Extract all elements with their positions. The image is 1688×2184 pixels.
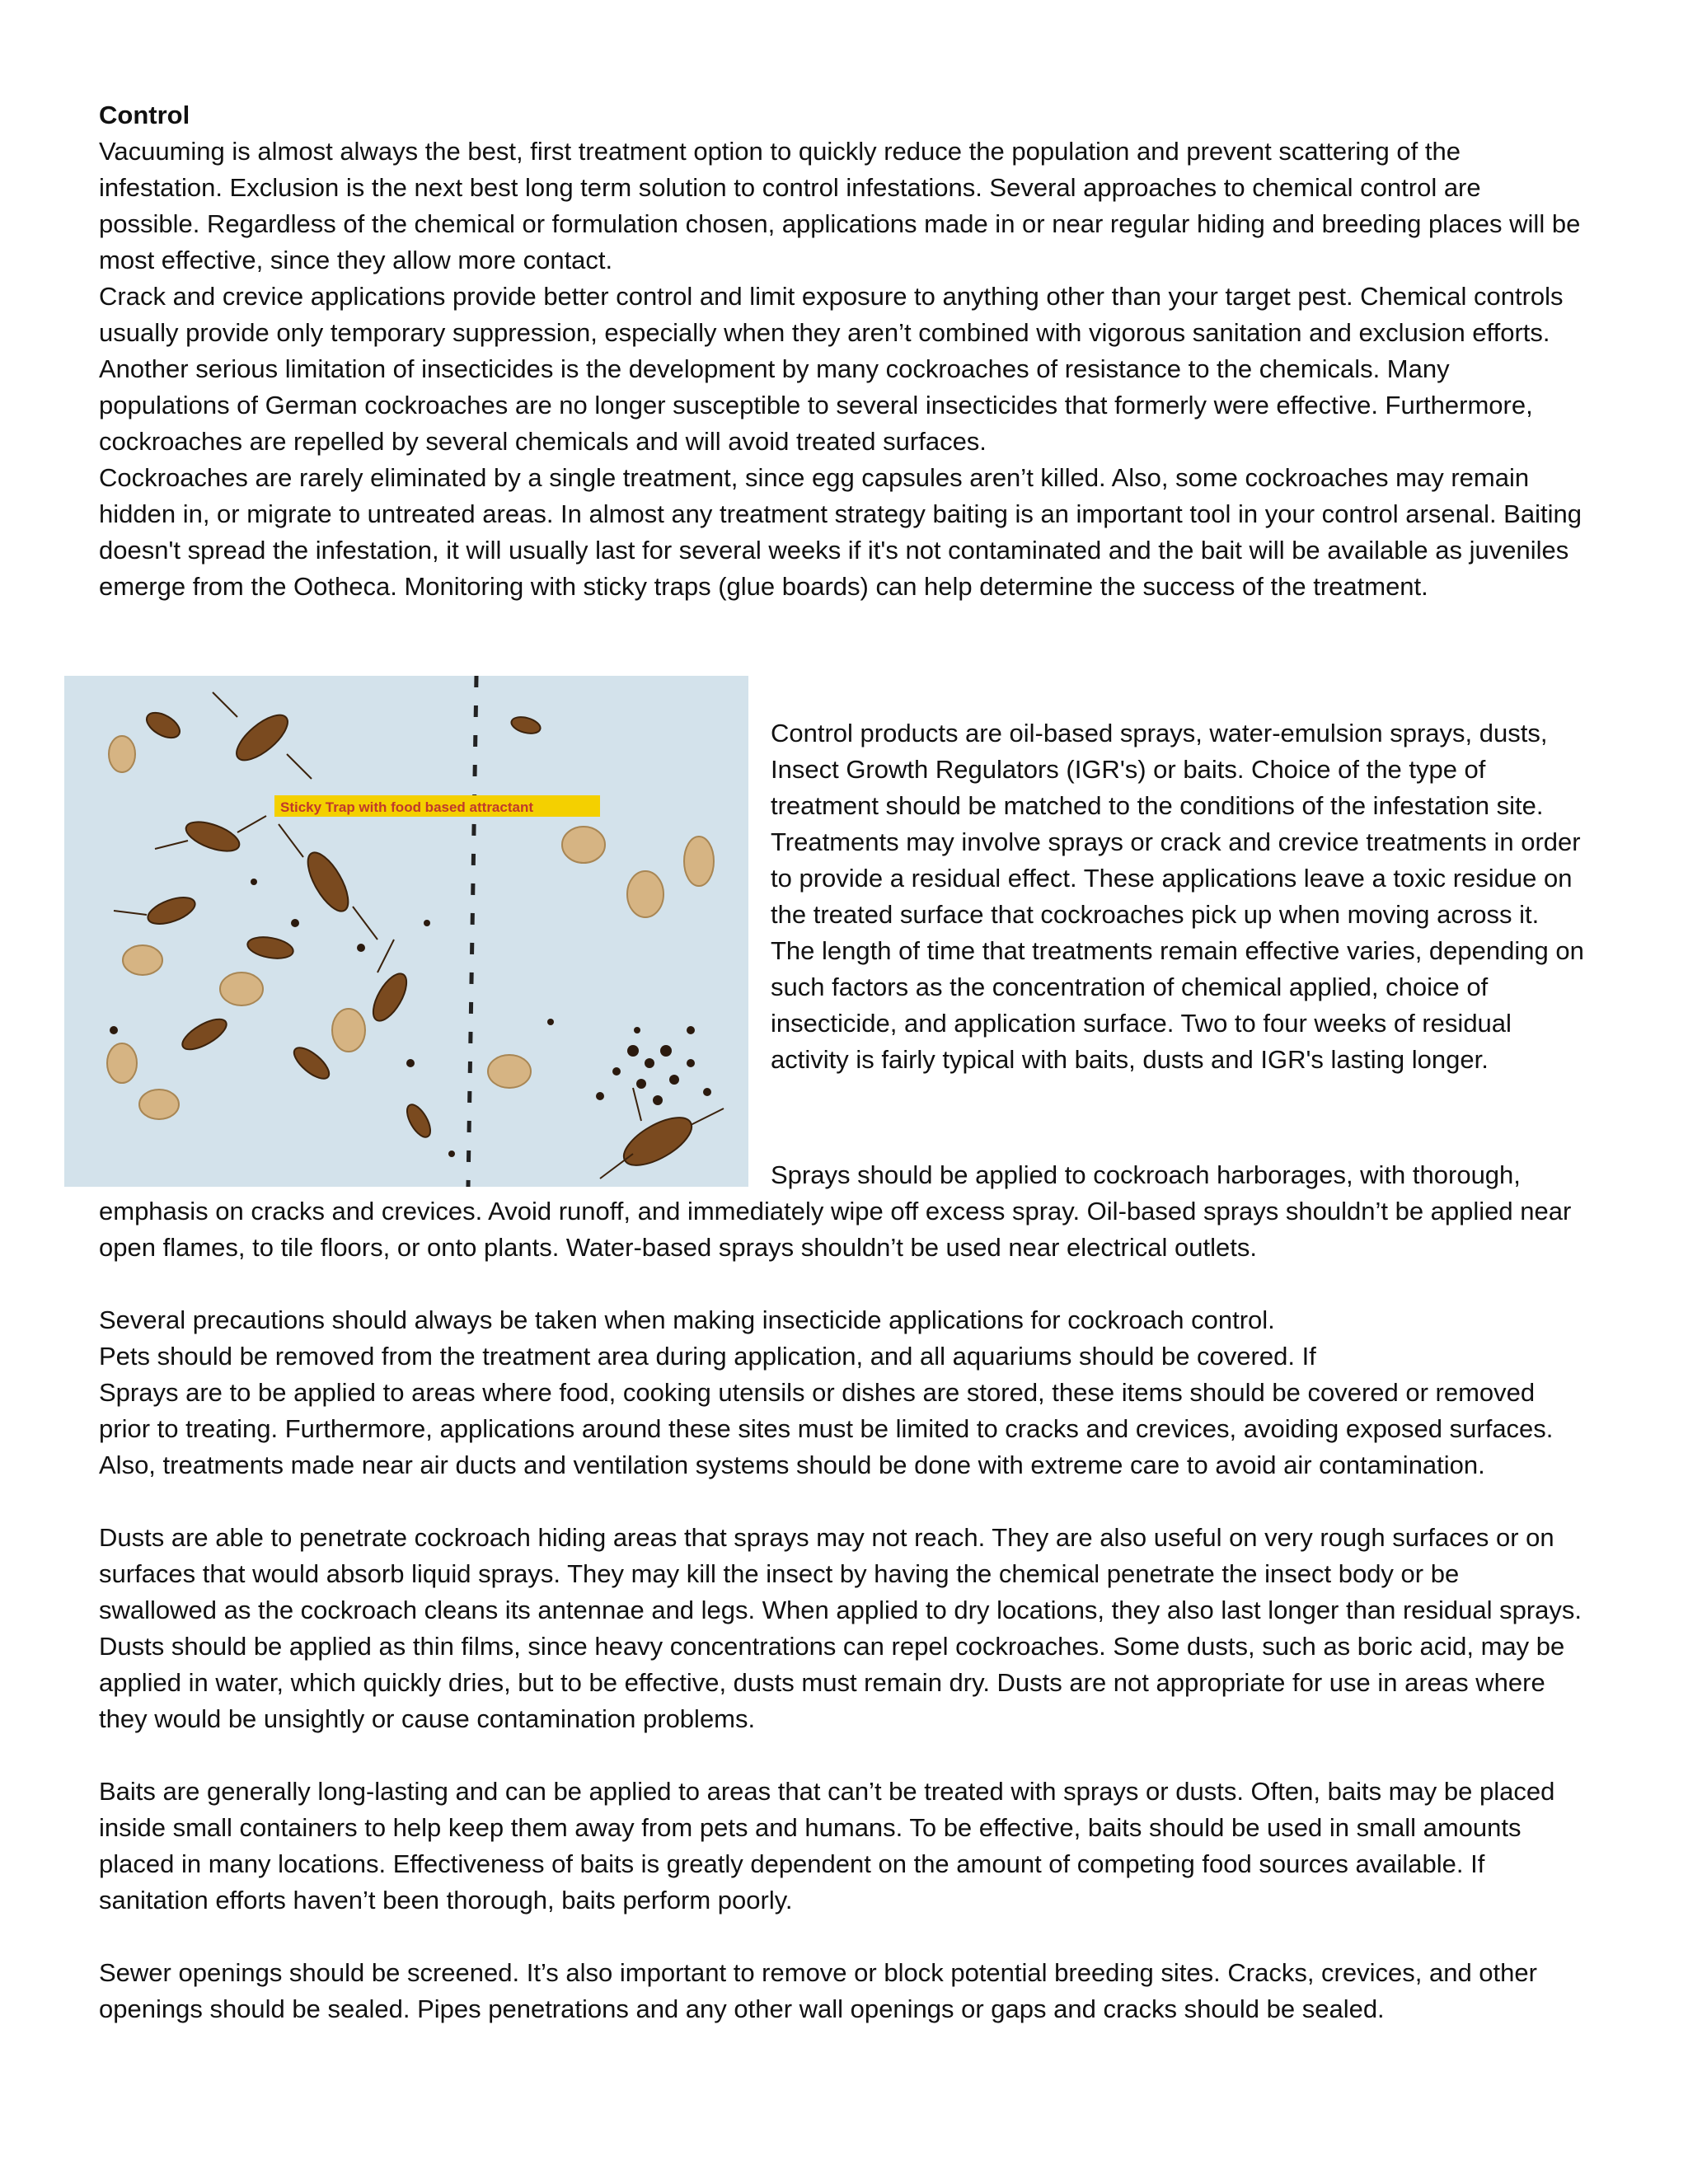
photo-caption: Sticky Trap with food based attractant <box>280 799 534 815</box>
baits-paragraph: Baits are generally long-lasting and can be applied to areas that can’t be treated with sprays or dusts. Often, baits may be placed inside small containers to help keep them away from pets and humans. To be effective, baits should be used in small amounts placed in many locations. Effectiveness of baits is greatly dependent on the amount of competing food sources available. If sanitation efforts haven’t been thorough, baits perform poorly. <box>99 1777 1555 1915</box>
lower-body <box>99 1193 1582 2027</box>
sewer-paragraph: Sewer openings should be screened. It’s also important to remove or block potential breeding sites. Cracks, crevices, and other openings should be sealed. Pipes penetrations and any other wall openings or gaps and cracks should be sealed. <box>99 1958 1537 2023</box>
dusts-paragraph: Dusts are able to penetrate cockroach hiding areas that sprays may not reach. They are also useful on very rough surfaces or on surfaces that would absorb liquid sprays. They may kill the insect by having the chemical penetrate the insect body or be swallowed as the cockroach cleans its antennae and legs. When applied to dry locations, they also last longer than residual sprays. Dusts should be applied as thin films, since heavy concentrations can repel cockroaches. Some dusts, such as boric acid, may be applied in water, which quickly dries, but to be effective, dusts must remain dry. Dusts are not appropriate for use in areas where they would be unsightly or cause contamination problems. <box>99 1523 1582 1733</box>
precautions-line-3: Sprays are to be applied to areas where food, cooking utensils or dishes are stored, these items should be covered or removed prior to treating. Furthermore, applications around these sites must be limited to cracks and crevices, avoiding exposed surfaces. Also, treatments made near air ducts and ventilation systems should be done with extreme care to avoid air contamination. <box>99 1378 1554 1479</box>
precautions-line-1: Several precautions should always be taken when making insecticide applications for cockroach control. <box>99 1305 1275 1334</box>
document-body <box>99 97 1582 605</box>
intro-paragraph-2: Crack and crevice applications provide better control and limit exposure to anything other than your target pest. Chemical controls usually provide only temporary suppression, especially when they aren’t combined with vigorous sanitation and exclusion efforts. Another serious limitation of insecticides is the development by many cockroaches of resistance to the chemicals. Many populations of German cockroaches are no longer susceptible to several insecticides that formerly were effective. Furthermore, cockroaches are repelled by several chemicals and will avoid treated surfaces. <box>99 282 1564 456</box>
section-heading: Control <box>99 101 190 129</box>
side-column <box>771 715 1587 1078</box>
sprays-paragraph-start: Sprays should be applied to cockroach harborages, with thorough, <box>771 1160 1521 1189</box>
sprays-paragraph-rest: emphasis on cracks and crevices. Avoid runoff, and immediately wipe off excess spray. Oil-based sprays shouldn’t be applied near open flames, to tile floors, or onto plants. Water-based sprays shouldn’t be used near electrical outlets. <box>99 1197 1572 1262</box>
control-products-paragraph: Control products are oil-based sprays, water-emulsion sprays, dusts, Insect Growth Regulators (IGR's) or baits. Choice of the type of treatment should be matched to the conditions of the infestation site. Treatments may involve sprays or crack and crevice treatments in order to provide a residual effect. These applications leave a toxic residue on the treated surface that cockroaches pick up when moving across it. The length of time that treatments remain effective varies, depending on such factors as the concentration of chemical applied, choice of insecticide, and application surface. Two to four weeks of residual activity is fairly typical with baits, dusts and IGR's lasting longer. <box>771 719 1584 1074</box>
intro-paragraph-1: Vacuuming is almost always the best, first treatment option to quickly reduce the population and prevent scattering of the infestation. Exclusion is the next best long term solution to control infestations. Several approaches to chemical control are possible. Regardless of the chemical or formulation chosen, applications made in or near regular hiding and breeding places will be most effective, since they allow more contact. <box>99 137 1581 274</box>
precautions-line-2: Pets should be removed from the treatment area during application, and all aquariums should be covered. If <box>99 1342 1316 1371</box>
sticky-trap-image <box>64 676 748 1187</box>
intro-paragraph-3: Cockroaches are rarely eliminated by a single treatment, since egg capsules aren’t killed. Also, some cockroaches may remain hidden in, or migrate to untreated areas. In almost any treatment strategy baiting is an important tool in your control arsenal. Baiting doesn't spread the infestation, it will usually last for several weeks if it's not contaminated and the bait will be available as juveniles emerge from the Ootheca. Monitoring with sticky traps (glue boards) can help determine the success of the treatment. <box>99 463 1582 601</box>
sticky-trap-photo <box>64 676 748 1187</box>
